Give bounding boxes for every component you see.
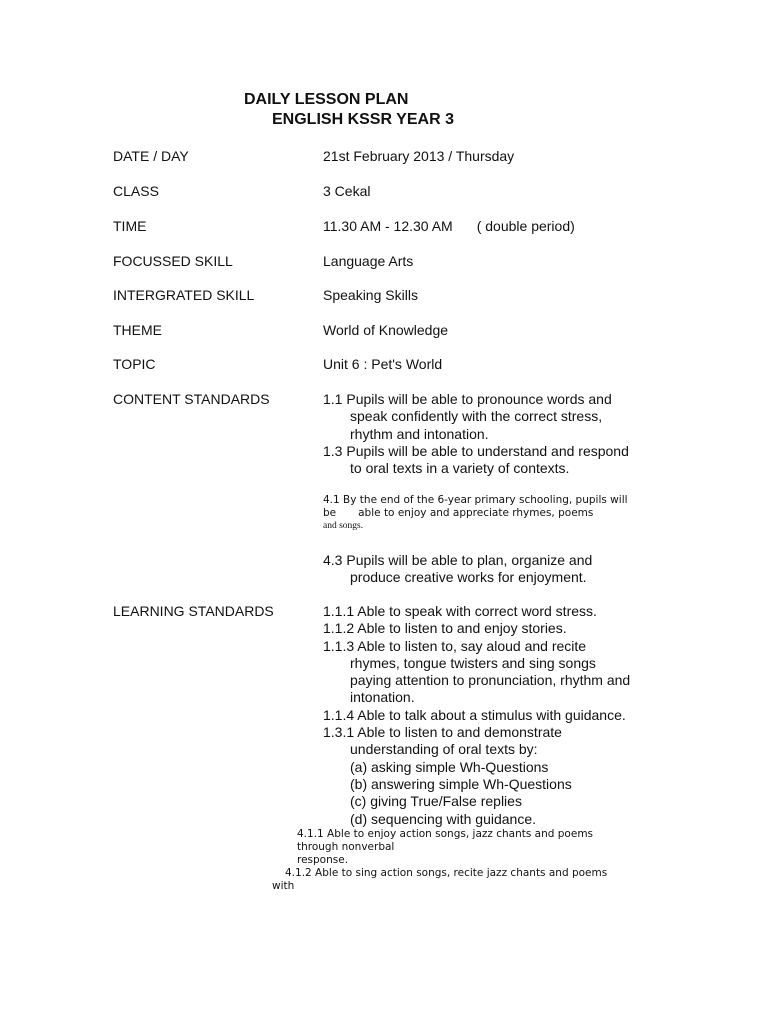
ls-4-1-2	[285, 867, 607, 880]
ls-1-1-3-line: intonation.	[350, 689, 415, 706]
ls-1-3-1-line: 1.3.1 Able to listen to and demonstrate	[323, 724, 562, 741]
page-title: DAILY LESSON PLAN	[244, 91, 409, 108]
content-standard-4-1	[323, 494, 628, 533]
topic-value: Unit 6 : Pet's World	[323, 356, 443, 372]
integrated-skill-label: INTERGRATED SKILL	[113, 287, 255, 303]
ls-1-1-2: 1.1.2 Able to listen to and enjoy stories.	[323, 620, 567, 637]
class-label: CLASS	[113, 183, 159, 199]
page-subtitle: ENGLISH KSSR YEAR 3	[272, 111, 454, 128]
cs-1-3-line: 1.3 Pupils will be able to understand and respond	[323, 442, 629, 459]
content-standard-4-3	[323, 552, 592, 587]
ls-1-1-3-line: paying attention to pronunciation, rhythm and	[350, 672, 631, 689]
ls-4-1-2-line-2: with	[272, 880, 295, 892]
ls-4-1-2-line: 4.1.2 Able to sing action songs, recite jazz chants and poems	[285, 867, 608, 879]
time-label: TIME	[113, 218, 147, 234]
ls-1-3-1-line: understanding of oral texts by:	[350, 741, 538, 758]
focussed-skill-value: Language Arts	[323, 253, 414, 269]
cs-1-3-line: to oral texts in a variety of contexts.	[350, 460, 570, 477]
time-note: ( double period)	[476, 218, 575, 234]
ls-1-1-3-line: rhymes, tongue twisters and sing songs	[350, 654, 596, 671]
cs-4-1-line: 4.1 By the end of the 6-year primary schooling, pupils will	[323, 494, 628, 506]
ls-4-1-1-line: 4.1.1 Able to enjoy action songs, jazz chants and poems	[297, 828, 594, 840]
ls-1-3-1-item: (d) sequencing with guidance.	[350, 810, 537, 827]
learning-standards-label: LEARNING STANDARDS	[113, 603, 274, 619]
class-value: 3 Cekal	[323, 183, 371, 199]
cs-1-1-line: 1.1 Pupils will be able to pronounce words and	[323, 391, 612, 407]
ls-4-1-1	[297, 828, 593, 867]
content-standards-label: CONTENT STANDARDS	[113, 391, 270, 407]
ls-1-1-1: 1.1.1 Able to speak with correct word stress.	[323, 603, 597, 619]
cs-1-1-line: rhythm and intonation.	[350, 425, 489, 442]
topic-label: TOPIC	[113, 356, 156, 372]
date-value: 21st February 2013 / Thursday	[323, 148, 515, 164]
cs-4-3-line: produce creative works for enjoyment.	[350, 569, 587, 586]
cs-4-1-line: and songs.	[323, 521, 364, 531]
ls-1-3-1-item: (b) answering simple Wh-Questions	[350, 775, 572, 792]
theme-value: World of Knowledge	[323, 322, 449, 338]
theme-label: THEME	[113, 322, 162, 338]
ls-1-3-1-item: (a) asking simple Wh-Questions	[350, 758, 549, 775]
date-label: DATE / DAY	[113, 148, 189, 164]
learning-standards-list	[323, 603, 630, 828]
integrated-skill-value: Speaking Skills	[323, 287, 418, 303]
ls-4-1-1-line: through nonverbal	[297, 841, 395, 853]
cs-4-1-line-2: be able to enjoy and appreciate rhymes, poems	[323, 507, 594, 519]
time-value-row	[323, 218, 575, 234]
cs-1-1-line: speak confidently with the correct stress,	[350, 408, 603, 425]
focussed-skill-label: FOCUSSED SKILL	[113, 253, 233, 269]
time-value: 11.30 AM - 12.30 AM	[323, 218, 453, 234]
ls-1-1-4: 1.1.4 Able to talk about a stimulus with guidance.	[323, 706, 626, 723]
ls-1-3-1-item: (c) giving True/False replies	[350, 793, 522, 810]
content-standard-1-1	[323, 391, 629, 477]
cs-4-3-line: 4.3 Pupils will be able to plan, organize and	[323, 552, 593, 568]
ls-4-1-1-line: response.	[297, 854, 349, 866]
ls-1-1-3-line: 1.1.3 Able to listen to, say aloud and recite	[323, 637, 587, 654]
